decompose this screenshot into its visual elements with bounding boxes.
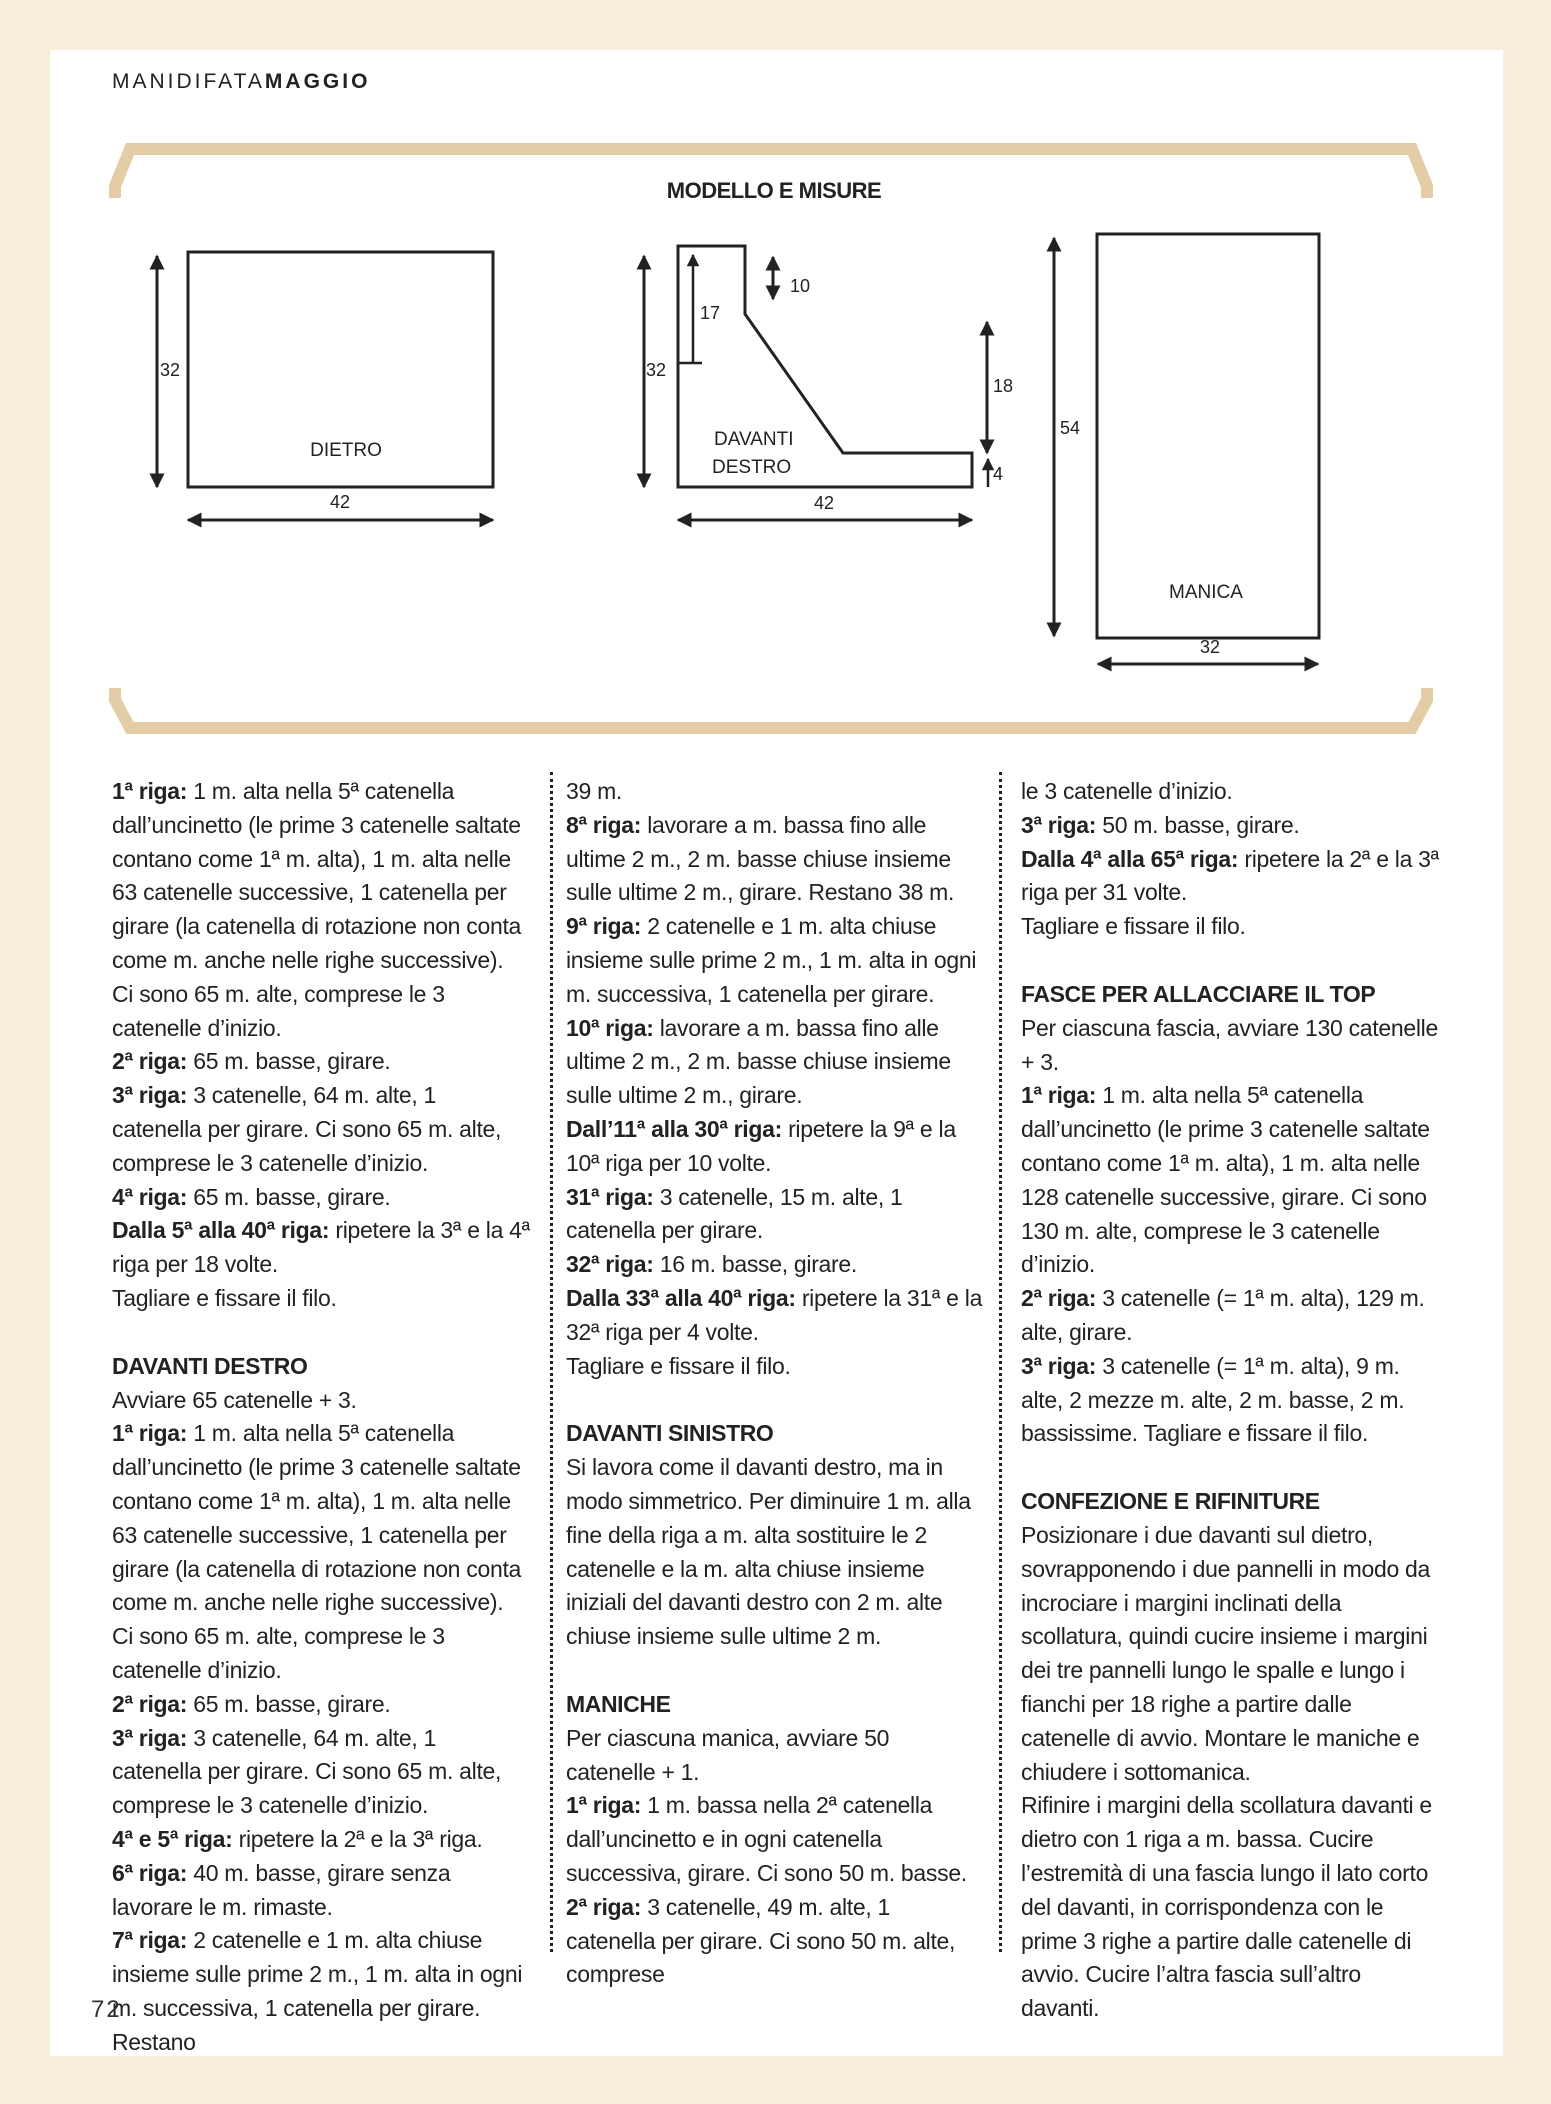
row-label: Dall’11ª alla 30ª riga: [566,1115,782,1142]
row-text: 40 m. basse, girare senza lavorare le m. rimaste. [112,1859,451,1920]
row-label: 3ª riga: [112,1724,188,1751]
davanti-neck-label: 10 [790,276,811,296]
section-heading-davanti-destro: DAVANTI DESTRO [112,1352,308,1379]
paragraph [112,1823,530,1857]
paragraph [112,1688,530,1722]
row-text: 3 catenelle (= 1ª m. alta), 9 m. alte, 2 mezze m. alte, 2 m. basse, 2 m. bassissime. Tagliare e fissare il filo. [1021,1352,1405,1447]
paragraph: Rifinire i margini della scollatura davanti e dietro con 1 riga a m. bassa. Cucire l’estremità di una fascia lungo il lato corto del davanti, in corrispondenza con le prime 3 righe a partire dalle catenelle di avvio. Cucire l’altra fascia sull’altro davanti. [1021,1792,1432,2022]
row-label: 3ª riga: [1021,811,1097,838]
paragraph: Per ciascuna manica, avviare 50 catenelle + 1. [566,1724,890,1785]
row-label: 1ª riga: [1021,1082,1097,1109]
dietro-height-label: 32 [160,360,181,380]
paragraph [112,1857,530,1925]
page-number: 72 [91,1996,122,2023]
row-label: Dalla 5ª alla 40ª riga: [112,1217,330,1244]
column-divider-1 [550,772,553,1952]
paragraph: Per ciascuna fascia, avviare 130 catenelle + 3. [1021,1014,1438,1075]
paragraph: Si lavora come il davanti destro, ma in modo simmetrico. Per diminuire 1 m. alla fine della riga a m. alta sostituire le 2 catenelle e la m. alta chiuse insieme iniziali del davanti destro con 2 m. alte chiuse insieme sulle ultime 2 m. [566,1454,971,1650]
row-text: 3 catenelle, 49 m. alte, 1 catenella per girare. Ci sono 50 m. alte, comprese [566,1893,956,1988]
text-column-2 [566,775,984,1992]
row-text: 2 catenelle e 1 m. alta chiuse insieme sulle prime 2 m., 1 m. alta in ogni m. successiva, 1 catenella per girare. [566,913,977,1007]
davanti-destro-outline [678,246,972,487]
row-label: 1ª riga: [112,778,188,804]
piece-davanti-destro [644,246,1013,520]
diagram-title: MODELLO E MISURE [666,178,882,203]
text-column-1 [112,775,530,2059]
row-label: 2ª riga: [112,1690,188,1717]
row-label: 31ª riga: [566,1183,654,1210]
davanti-label-line1: DAVANTI [714,429,794,450]
row-label: 2ª riga: [1021,1285,1097,1312]
section-heading-fasce: FASCE PER ALLACCIARE IL TOP [1021,980,1376,1007]
row-text: 65 m. basse, girare. [187,1183,391,1210]
paragraph: le 3 catenelle d’inizio. [1021,778,1233,804]
manica-height-label: 54 [1060,418,1081,438]
paragraph [566,1248,984,1282]
row-text: 1 m. alta nella 5ª catenella dall’uncinetto (le prime 3 catenelle saltate contano come 1ª m. alta), 1 m. alta nelle 63 catenelle successive, 1 catenella per girare (la catenella di rotazione non conta come m. anche nelle righe successive). Ci sono 65 m. alte, comprese le 3 catenelle d’inizio. [112,778,522,1041]
paragraph [566,1181,984,1249]
paragraph [112,1079,530,1180]
paragraph [566,1891,984,1992]
davanti-label-line2: DESTRO [712,457,792,478]
row-text: 65 m. basse, girare. [187,1048,391,1075]
row-text: ripetere la 9ª e la 10ª riga per 10 volte. [566,1115,956,1176]
paragraph [112,1924,530,2059]
text-column-3 [1021,775,1439,2026]
row-text: lavorare a m. bassa fino alle ultime 2 m., 2 m. basse chiuse insieme sulle ultime 2 m., girare. [566,1014,951,1109]
row-text: 1 m. alta nella 5ª catenella dall’uncinetto (le prime 3 catenelle saltate contano come 1ª m. alta), 1 m. alta nelle 128 catenelle successive, girare. Ci sono 130 m. alte, comprese le 3 catenelle d’inizio. [1021,1082,1430,1278]
paragraph [1021,1350,1439,1451]
davanti-height-label: 32 [646,360,667,380]
row-label: 3ª riga: [112,1082,188,1109]
section-heading-maniche: MANICHE [566,1690,671,1717]
davanti-width-label: 42 [813,493,835,513]
row-text: 2 catenelle e 1 m. alta chiuse insieme sulle prime 2 m., 1 m. alta in ogni m. successiva, 1 catenella per girare. Restano [112,1927,523,2055]
section-heading-confezione: CONFEZIONE E RIFINITURE [1021,1488,1320,1515]
brand-issue: MAGGIO [264,70,371,93]
row-label: Dalla 33ª alla 40ª riga: [566,1284,796,1311]
row-label: 4ª e 5ª riga: [112,1825,233,1852]
paragraph [566,1113,984,1181]
row-label: Dalla 4ª alla 65ª riga: [1021,845,1239,872]
column-divider-2 [999,772,1002,1952]
paragraph: 39 m. [566,778,623,804]
row-label: 6ª riga: [112,1859,188,1886]
paragraph [112,775,530,1045]
row-text: 50 m. basse, girare. [1096,811,1300,838]
row-text: ripetere la 2ª e la 3ª riga. [232,1825,483,1852]
row-text: 1 m. bassa nella 2ª catenella dall’uncinetto e in ogni catenella successiva, girare. Ci sono 50 m. basse. [566,1792,967,1886]
paragraph [566,1789,984,1890]
manica-outline [1097,234,1319,638]
row-text: ripetere la 2ª e la 3ª riga per 31 volte. [1021,845,1439,906]
paragraph [566,910,984,1011]
manica-label: MANICA [1169,582,1243,603]
row-label: 8ª riga: [566,811,642,838]
frame-bottom [115,688,1427,728]
row-label: 7ª riga: [112,1927,188,1954]
paragraph [112,1045,530,1079]
row-text: 16 m. basse, girare. [653,1251,857,1278]
davanti-slope-label: 18 [993,376,1014,396]
piece-dietro [157,252,493,520]
paragraph [112,1722,530,1823]
paragraph: Tagliare e fissare il filo. [112,1284,337,1311]
row-text: lavorare a m. bassa fino alle ultime 2 m., 2 m. basse chiuse insieme sulle ultime 2 m., girare. Restano 38 m. [566,811,955,906]
paragraph [1021,843,1439,911]
brand-name: MANIDIFATA [112,70,265,93]
row-label: 9ª riga: [566,913,642,940]
row-label: 2ª riga: [112,1048,188,1075]
row-text: 3 catenelle, 15 m. alte, 1 catenella per girare. [566,1183,903,1244]
row-label: 4ª riga: [112,1183,188,1210]
row-label: 3ª riga: [1021,1352,1097,1379]
paragraph: Avviare 65 catenelle + 3. [112,1386,357,1413]
paragraph [1021,1282,1439,1350]
row-label: 1ª riga: [566,1792,642,1819]
row-text: ripetere la 31ª e la 32ª riga per 4 volte. [566,1284,983,1345]
page [50,50,1503,2056]
paragraph [1021,1079,1439,1282]
row-text: 3 catenelle (= 1ª m. alta), 129 m. alte, girare. [1021,1285,1425,1345]
paragraph [112,1417,530,1687]
paragraph [566,1282,984,1350]
manica-width-label: 32 [1199,637,1221,657]
paragraph [1021,809,1439,843]
row-text: 65 m. basse, girare. [187,1690,391,1717]
section-heading-davanti-sinistro: DAVANTI SINISTRO [566,1420,774,1447]
davanti-bottom-label: 4 [993,464,1004,484]
paragraph [566,1012,984,1113]
row-label: 2ª riga: [566,1893,642,1920]
paragraph: Tagliare e fissare il filo. [1021,913,1246,940]
dietro-label: DIETRO [310,440,382,461]
row-label: 10ª riga: [566,1014,654,1041]
dietro-width-label: 42 [329,492,351,512]
paragraph [112,1181,530,1215]
davanti-inner-height-label: 17 [700,303,721,323]
paragraph: Posizionare i due davanti sul dietro, sovrapponendo i due pannelli in modo da incrociare i margini inclinati della scollatura, quindi cucire insieme i margini dei tre pannelli lungo le spalle e lungo i fianchi per 18 righe a partire dalle catenelle di avvio. Montare le maniche e chiudere i sottomanica. [1021,1521,1431,1785]
row-text: 3 catenelle, 64 m. alte, 1 catenella per girare. Ci sono 65 m. alte, comprese le 3 catenelle d’inizio. [112,1724,502,1819]
row-text: ripetere la 3ª e la 4ª riga per 18 volte. [112,1217,530,1278]
paragraph [566,809,984,910]
paragraph: Tagliare e fissare il filo. [566,1352,791,1379]
row-text: 3 catenelle, 64 m. alte, 1 catenella per girare. Ci sono 65 m. alte, comprese le 3 catenelle d’inizio. [112,1082,502,1176]
row-text: 1 m. alta nella 5ª catenella dall’uncinetto (le prime 3 catenelle saltate contano come 1ª m. alta), 1 m. alta nelle 63 catenelle successive, 1 catenella per girare (la catenella di rotazione non conta come m. anche nelle righe successive). Ci sono 65 m. alte, comprese le 3 catenelle d’inizio. [112,1420,522,1683]
paragraph [112,1214,530,1282]
piece-manica [1054,234,1319,664]
row-label: 1ª riga: [112,1420,188,1447]
row-label: 32ª riga: [566,1251,654,1278]
